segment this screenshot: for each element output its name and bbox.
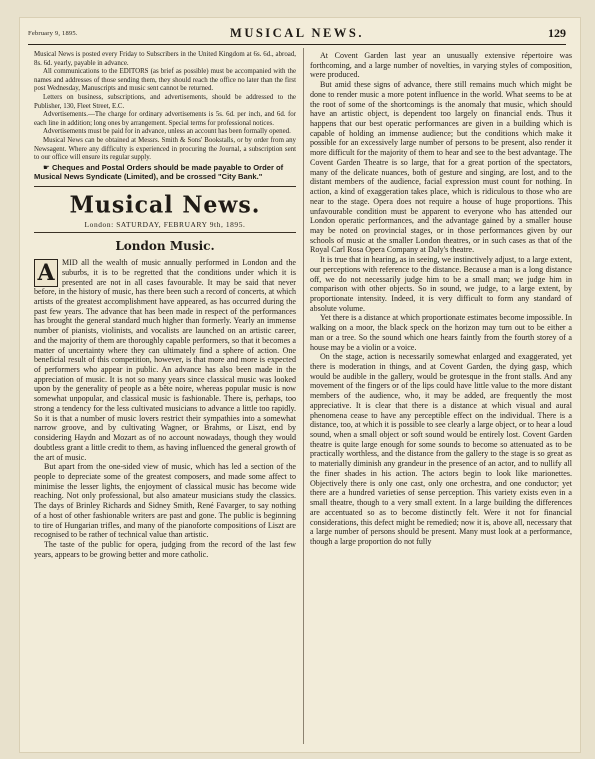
notice-advertisements: Advertisements.—The charge for ordinary advertisements is 5s. 6d. per inch, and 6d. for each line in addition; long ones by arrangement. Special terms for professional notices. [34,111,296,127]
notice-subscription: Musical News is posted every Friday to Subscribers in the United Kingdom at 6s. 6d., abroad, 8s. 6d. yearly, payable in advance. [34,51,296,67]
cheque-notice [34,163,296,181]
article-paragraph-6: It is true that in hearing, as in seeing, we instinctively adjust, to a large extent, our perceptions with reference to the distance. Because a man is a long distance off, we do not necessarily judge him to be a small man; we judge him in comparison with other objects. So in sound, we judge, to a large extent, by proportionate intensity. Indeed, it is very difficult to form any standard of absolute volume. [310,255,572,313]
header-date: February 9, 1895. [28,30,78,37]
article-paragraph-7: Yet there is a distance at which proportionate estimates become impossible. In walking on a moor, the black speck on the horizon may turn out to be either a man or a tree. So the sound which one hears faintly from the fourth storey of a house may be a violin or a voice. [310,313,572,352]
dateline: London: SATURDAY, FEBRUARY 9th, 1895. [84,220,246,230]
page-number: 129 [548,26,566,40]
column-divider [303,48,304,744]
dateline-rule [34,232,296,233]
newspaper-page [20,18,580,752]
pointing-hand-icon: ☛ [43,162,50,172]
article-paragraph-1 [34,258,296,462]
article-paragraph-2: But apart from the one-sided view of music, which has led a section of the people to depreciate some of the greatest composers, and made some affect to minimise the lesser lights, the enjoyment of classical music has become wide reaching. Not only professional, but also amateur musicians study the classics. The days of Brinley Richards and Sidney Smith, René Favarger, to say nothing of a host of other fashionable writers are past and gone. The public is beginning to tire of Hungarian trifles, and many of the pianoforte compositions of Liszt are recognised to be rather of technical value than artistic. [34,462,296,540]
article-paragraph-4: At Covent Garden last year an unusually extensive répertoire was forthcoming, and a large number of novelties, in varying styles of composition, were produced. [310,51,572,80]
article-paragraph-1-text: MID all the wealth of music annually performed in London and the suburbs, it is to be regretted that the conditions under which it is presented are not in all cases favourable. It may be said that never before, in the history of music, has there been such a record of concerts, at which artists of the greatest accomplishment have appeared, as has occurred during the past few years. The advance that has been made in respect of the performances has brought the general standard much higher than formerly. Yearly an immense number of pianists, violinists, and vocalists are launched on an artistic career, and the majority of them are thoroughly capable performers, so that it becomes a matter of uncertainty where they can ultimately find a sphere of action. One beneficial result of this competition, however, is that more and more is expected of performers who appear in public. An advance has also been made in the appreciation of music. It is not so many years since classical music was looked upon by the generality of people as a bête noire, whereas popular music is now somewhat unpopular, and classical music is fashionable. There is, perhaps, too strong a tendency for the less cultivated musicians to advance a little too rapidly. So it is that a number of music lovers restrict their sympathies into a somewhat narrow groove, and by cultivating Wagner, or Brahms, or Liszt, end by considering Haydn and Mozart as of no account nowadays, though they would doubtless grant a little credit to them, as having influenced the general growth of the art of music. [34,258,296,462]
notice-editors: All communications to the EDITORS (as brief as possible) must be accompanied with the names and addresses of those sending them, they should reach the office no later than the first post Wednesday, Manuscripts and music sent cannot be returned. [34,68,296,93]
header-title: MUSICAL NEWS. [230,26,364,40]
right-column [310,51,572,547]
running-header [28,26,566,45]
notice-business: Letters on business, subscriptions, and advertisements, should be addressed to the Publisher, 130, Fleet Street, E.C. [34,93,296,110]
article-paragraph-3: The taste of the public for opera, judging from the record of the last few years, appears to be growing better and more catholic. [34,539,296,559]
article-paragraph-8: On the stage, action is necessarily somewhat enlarged and exaggerated, yet there is moderation in things, and at Covent Garden, the dying gasp, which would be audible in the gallery, would be grotesque in the front stalls. And any movement of the fingers or of the lips could have little value to the more distant members of the audience, who, it may be added, are frequently the most appreciative. It is clear that there is a distance at which visual and aural phenomena cease to have any perceptible effect on the individual. There is a distance, too, at which it is possible to see clearly a large object, or to hear a loud sound, when a small object or soft sound would be entirely lost. Covent Garden theatre is quite large enough for some sounds to become so attenuated as to be practically worthless, and the distance from the gallery to the stage is so great as to materially diminish any grandeur in the presence of an actor, and to nullify all the finer shades in his action. The actors begin to look like marionettes. Objectively there is only one cast, only one orchestra, and one conductor; yet there are a hundred varieties of sense perception. This variety exists even in a small theatre, though to a very small extent. In a large building the differences are accentuated so as to become distinctly felt. Were it not for financial considerations, this defect might be remedied; now it is, above all, necessary that a large number of persons should be present. Many must look at a performance, though a large proportion do not fully [310,352,572,546]
notice-bookstalls: Musical News can be obtained at Messrs. Smith & Sons' Bookstalls, or by order from any Newsagent. Where any difficulty is experienced in procuring the Journal, a subscription sent to our office will ensure its regular supply. [34,136,296,162]
section-title: London Music. [115,239,215,254]
cheque-notice-text: Cheques and Postal Orders should be made payable to Order of Musical News Syndicate (Limited), and be crossed "City Bank." [34,162,284,181]
notice-advance-payment: Advertisements must be paid for in advance, unless an account has been formally opened. [43,128,291,136]
article-paragraph-5: But amid these signs of advance, there still remains much which might be done to render music a more potent influence in the world. What seems to be at the root of some of the shortcomings is the anomaly that music, which should have an artistic object, is dependent too largely on financial ends. Thus it happens that our best operatic performances are given in a building which is capable of holding an immense audience; but the conditions which make it possible for an excessively large number of persons to be present, also render it more difficult for the majority of them to hear and see to the best advantage. The Covent Garden Theatre is so large, that for a great portion of the spectators, many of the delicate nuances, both of gesture and singing, are lost, and to the distant members of the audience, facial expression must count for nothing. In action, a kind of exaggeration takes place, which is ridiculous to those who are near to the stage. Opera does not require a house of huge proportions. This unfavourable condition must be apparent to everyone who has attended our London operatic performances, and the advantage gained by a smaller house may be noted on provincial stages, or in those performances given by our schools of music at the smaller London theatres, or in such cases as that of the Royal Carl Rosa Opera Company at Daly's theatre. [310,80,572,255]
masthead-rule [34,186,296,187]
drop-cap: A [34,259,58,287]
masthead: Musical News. [69,191,261,219]
left-column [34,51,296,559]
